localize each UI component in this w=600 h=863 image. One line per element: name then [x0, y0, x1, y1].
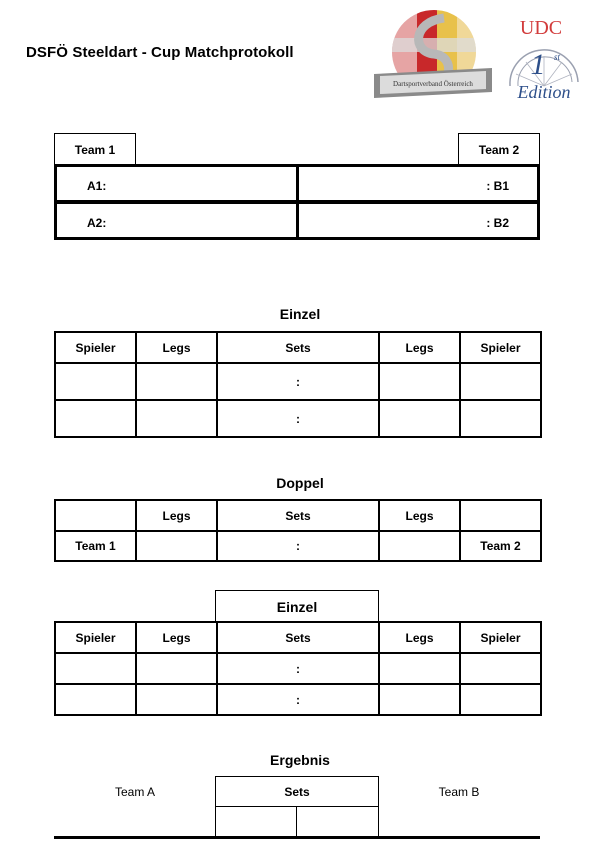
col-header-legs-right: Legs: [379, 500, 460, 531]
legs-cell[interactable]: [136, 400, 217, 437]
spieler-cell[interactable]: [55, 400, 136, 437]
table-row: [55, 684, 541, 715]
einzel-table-2: [54, 621, 542, 716]
team-b2-field[interactable]: [296, 201, 540, 240]
legs-cell[interactable]: [379, 653, 460, 684]
team1-cell: Team 1: [55, 531, 136, 561]
team-b1-field[interactable]: [296, 164, 540, 203]
team-a1-field[interactable]: [54, 164, 299, 203]
table-row: [55, 400, 541, 437]
spieler-cell[interactable]: [55, 684, 136, 715]
ergebnis-sets-a-cell[interactable]: [215, 806, 298, 838]
ergebnis-sets-header: Sets: [215, 776, 379, 808]
legs-cell[interactable]: [379, 400, 460, 437]
col-header-empty-left: [55, 500, 136, 531]
col-header-empty-right: [460, 500, 541, 531]
sets-cell[interactable]: :: [217, 363, 379, 400]
sets-cell[interactable]: :: [217, 400, 379, 437]
col-header-legs-left: Legs: [136, 500, 217, 531]
col-header-sets: Sets: [217, 332, 379, 363]
col-header-legs-right: Legs: [379, 622, 460, 653]
spieler-cell[interactable]: [460, 653, 541, 684]
legs-cell[interactable]: [379, 531, 460, 561]
table-row: [55, 653, 541, 684]
spieler-cell[interactable]: [55, 363, 136, 400]
edition-text: Edition: [517, 82, 571, 102]
bottom-rule: [54, 836, 540, 839]
legs-cell[interactable]: [379, 684, 460, 715]
ergebnis-heading: Ergebnis: [270, 752, 330, 768]
team-b-label: Team B: [438, 785, 480, 799]
col-header-spieler-right: Spieler: [460, 622, 541, 653]
edition-number: 1: [530, 48, 546, 81]
logo-banner-text: Dartsportverband Österreich: [393, 80, 473, 88]
legs-cell[interactable]: [136, 653, 217, 684]
table-row: [55, 363, 541, 400]
einzel-heading-2: Einzel: [215, 590, 379, 623]
team2-cell: Team 2: [460, 531, 541, 561]
spieler-cell[interactable]: [460, 363, 541, 400]
einzel-heading-1: Einzel: [279, 306, 321, 322]
b1-label: : B1: [486, 179, 509, 193]
spieler-cell[interactable]: [460, 684, 541, 715]
col-header-legs-left: Legs: [136, 622, 217, 653]
ergebnis-sets-b-cell[interactable]: [296, 806, 379, 838]
einzel-table-1: [54, 331, 542, 438]
udc-text: UDC: [519, 17, 563, 39]
spieler-cell[interactable]: [55, 653, 136, 684]
sets-cell[interactable]: :: [217, 653, 379, 684]
a1-label: A1:: [87, 179, 107, 193]
col-header-sets: Sets: [217, 500, 379, 531]
legs-cell[interactable]: [379, 363, 460, 400]
b2-label: : B2: [486, 216, 509, 230]
legs-cell[interactable]: [136, 363, 217, 400]
a2-label: A2:: [87, 216, 107, 230]
sets-cell[interactable]: :: [217, 684, 379, 715]
team-a-label: Team A: [114, 785, 156, 799]
legs-cell[interactable]: [136, 531, 217, 561]
spieler-cell[interactable]: [460, 400, 541, 437]
team1-label: Team 1: [54, 133, 136, 165]
col-header-sets: Sets: [217, 622, 379, 653]
dartsportverband-logo: [372, 8, 494, 104]
doppel-table: [54, 499, 542, 562]
col-header-spieler-left: Spieler: [55, 622, 136, 653]
team-a2-field[interactable]: [54, 201, 299, 240]
col-header-spieler-left: Spieler: [55, 332, 136, 363]
udc-edition-logo: [496, 12, 586, 104]
doppel-heading: Doppel: [276, 475, 324, 491]
team2-label: Team 2: [458, 133, 540, 165]
table-row: [55, 531, 541, 561]
edition-suffix: st: [554, 52, 561, 62]
legs-cell[interactable]: [136, 684, 217, 715]
page-title: DSFÖ Steeldart - Cup Matchprotokoll: [26, 44, 294, 61]
sets-cell[interactable]: :: [217, 531, 379, 561]
col-header-legs-left: Legs: [136, 332, 217, 363]
col-header-legs-right: Legs: [379, 332, 460, 363]
col-header-spieler-right: Spieler: [460, 332, 541, 363]
